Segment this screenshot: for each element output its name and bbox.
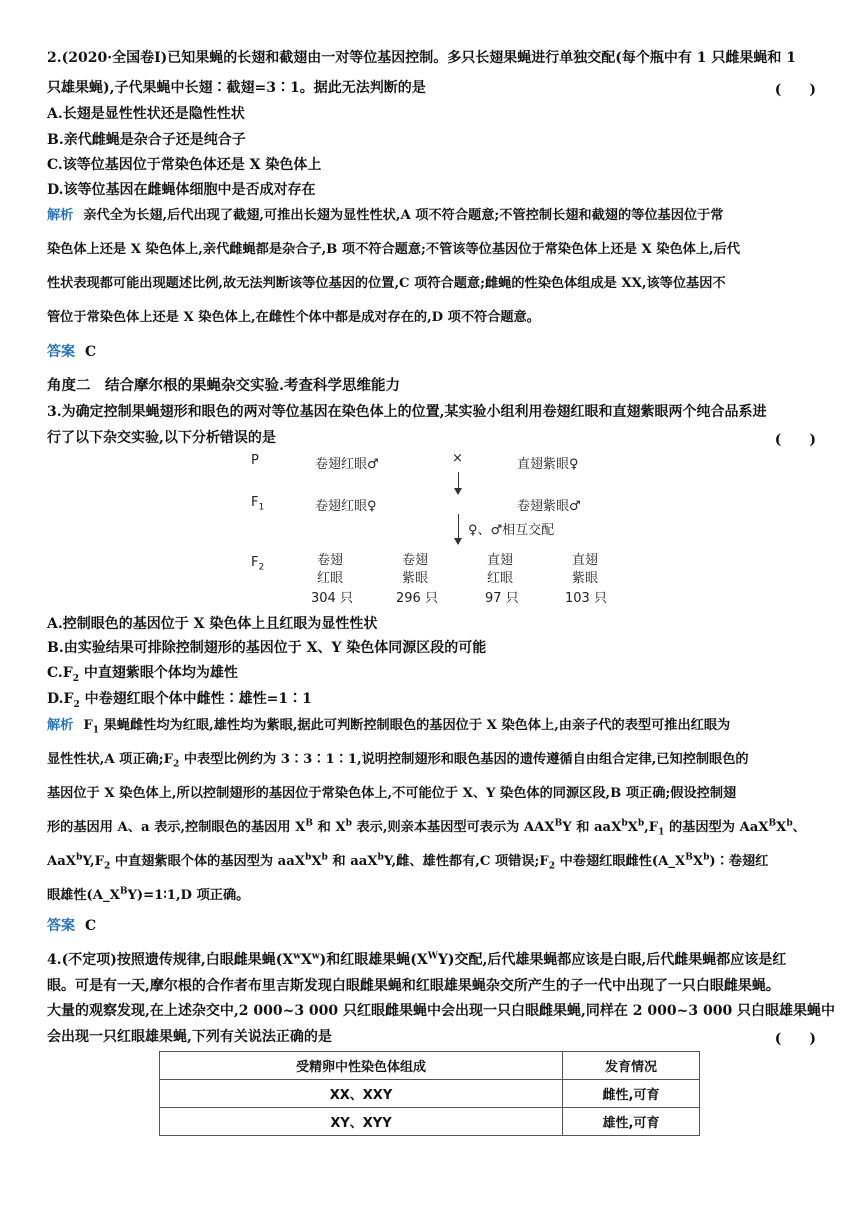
q2-stem-line-1: 2.(2020·全国卷Ⅰ)已知果蝇的长翅和截翅由一对等位基因控制。多只长翅果蝇进行单独交配(每个瓶中有 1 只雌果蝇和 1 (47, 50, 796, 66)
table-header-cell: 发育情况 (563, 1052, 700, 1080)
q3-analysis-line-3: 基因位于 X 染色体上,所以控制翅形的基因位于常染色体上,不可能位于 X、Y 染色体的同源区段,B 项正确;假设控制翅 (47, 786, 737, 801)
answer-tag: 答案 (47, 918, 75, 934)
q2-option-a: A.长翅是显性性状还是隐性性状 (47, 106, 245, 122)
q4-answer-paren: ( ) (774, 1031, 816, 1047)
cross-symbol: × (452, 451, 463, 466)
table-row (160, 1080, 700, 1108)
q2-answer (47, 342, 96, 362)
section-heading: 角度二 结合摩尔根的果蝇杂交实验.考查科学思维能力 (47, 377, 401, 394)
f1-label: $F_1$ (251, 495, 265, 513)
q3-option-c: $C.F_2$ 中直翅紫眼个体均为雄性 (47, 665, 238, 684)
q3-analysis-line-5: $AaX^bY,F_2$ 中直翅紫眼个体的基因型为 $aaX^bX^b$ 和 aaX$^b$Y,雌、雄性都有,C 项错误$;F_2$ 中卷翅红眼雌性$(A\_X^BX^b)∶$卷翅红 (47, 852, 769, 872)
q2-answer-value: C (85, 344, 97, 360)
q3-option-d: $D.F_2$ 中卷翅红眼个体中雌性∶雄性=1∶1 (47, 691, 312, 710)
table-cell: XY、XYY (160, 1108, 563, 1136)
table-header-cell: 受精卵中性染色体组成 (160, 1052, 563, 1080)
q2-analysis-line-4: 管位于常染色体上还是 X 染色体上,在雌性个体中都是成对存在的,D 项不符合题意。 (47, 310, 540, 325)
q3-analysis-line-6: 眼雄性$(A\_X^BY)=1∶1,D$ 项正确。 (47, 886, 250, 903)
table-cell: XX、XXY (160, 1080, 563, 1108)
f1-offspring-right: 卷翅紫眼♂ (517, 499, 581, 514)
f2-group-2-line-2: 紫眼 (402, 571, 429, 586)
q3-option-b: B.由实验结果可排除控制翅形的基因位于 X、Y 染色体同源区段的可能 (47, 640, 487, 656)
f2-group-4-line-2: 紫眼 (572, 571, 599, 586)
p-parent-left: 卷翅红眼♂ (315, 457, 379, 472)
arrow-down-icon (458, 514, 459, 544)
f1-offspring-left: 卷翅红眼♀ (315, 499, 377, 514)
f2-group-4-count: 103 只 (565, 591, 607, 606)
q2-option-d: D.该等位基因在雌蝇体细胞中是否成对存在 (47, 182, 316, 198)
q4-stem-line-2: 眼。可是有一天,摩尔根的合作者布里吉斯发现白眼雌果蝇和红眼雄果蝇杂交所产生的子一代中出现了一只白眼雌果蝇。 (47, 978, 780, 994)
f2-group-2-count: 296 只 (396, 591, 438, 606)
q3-answer (47, 916, 96, 936)
p-parent-right: 直翅紫眼♀ (517, 457, 579, 472)
table-cell: 雄性,可育 (563, 1108, 700, 1136)
f2-group-1-line-1: 卷翅 (317, 553, 344, 568)
p-label: P (251, 453, 259, 468)
f2-group-2-line-1: 卷翅 (402, 553, 429, 568)
q2-analysis-line-1: 解析 亲代全为长翅,后代出现了截翅,可推出长翅为显性性状,A 项不符合题意;不管控制长翅和截翅的等位基因位于常 (47, 208, 724, 223)
q4-stem-line-1: 4.(不定项)按照遗传规律,白眼雌果蝇$(X^wX^w)$和红眼雄果蝇$(X^WY)$交配,后代雄果蝇都应该是白眼,后代雌果蝇都应该是红 (47, 951, 787, 968)
q2-analysis-line-2: 染色体上还是 X 染色体上,亲代雌蝇都是杂合子,B 项不符合题意;不管该等位基因位于常染色体上还是 X 染色体上,后代 (47, 242, 741, 257)
q3-stem-line-2: 行了以下杂交实验,以下分析错误的是 (47, 430, 276, 446)
q3-stem-line-1: 3.为确定控制果蝇翅形和眼色的两对等位基因在染色体上的位置,某实验小组利用卷翅红眼和直翅紫眼两个纯合品系进 (47, 404, 767, 420)
table-cell: 雌性,可育 (563, 1080, 700, 1108)
q3-analysis-line-2: 显性性状,A 项正确$;F_2$ 中表型比例约为 3∶3∶1∶1,说明控制翅形和眼色基因的遗传遵循自由组合定律,已知控制眼色的 (47, 752, 749, 770)
cross-diagram (245, 445, 625, 610)
f2-group-3-count: 97 只 (485, 591, 519, 606)
table-row (160, 1108, 700, 1136)
q2-analysis-line-3: 性状表现都可能出现题述比例,故无法判断该等位基因的位置,C 项符合题意;雌蝇的性染色体组成是 XX,该等位基因不 (47, 276, 726, 291)
q3-option-a: A.控制眼色的基因位于 X 染色体上且红眼为显性性状 (47, 616, 378, 632)
f2-group-3-line-1: 直翅 (487, 553, 514, 568)
q2-option-b: B.亲代雌蝇是杂合子还是纯合子 (47, 132, 246, 148)
sex-chromosome-table (159, 1051, 700, 1136)
q4-stem-line-4: 会出现一只红眼雄果蝇,下列有关说法正确的是 (47, 1029, 332, 1045)
table-header-row (160, 1052, 700, 1080)
q2-stem-line-2: 只雄果蝇),子代果蝇中长翅∶截翅=3∶1。据此无法判断的是 (47, 80, 426, 96)
f2-group-1-line-2: 红眼 (317, 571, 344, 586)
q3-analysis-line-4: 形的基因用 A、a 表示,控制眼色的基因用 $X^B$ 和 $X^b$ 表示,则亲本基因型可表示为 $AAX^BY$ 和 $aaX^bX^b,F_1$ 的基因型为 $AaX^BX^b$、 (47, 818, 806, 838)
mating-note: ♀、♂相互交配 (468, 523, 555, 538)
q2-option-c: C.该等位基因位于常染色体还是 X 染色体上 (47, 157, 322, 173)
q3-answer-value: C (85, 918, 97, 934)
q3-analysis-line-1: 解析 $F_1$ 果蝇雌性均为红眼,雄性均为紫眼,据此可判断控制眼色的基因位于 X 染色体上,由亲子代的表型可推出红眼为 (47, 718, 731, 736)
q2-answer-paren: ( ) (774, 82, 816, 98)
analysis-tag: 解析 (47, 718, 74, 733)
answer-tag: 答案 (47, 344, 75, 360)
f2-group-4-line-1: 直翅 (572, 553, 599, 568)
arrow-down-icon (458, 472, 459, 494)
q3-answer-paren: ( ) (774, 432, 816, 448)
f2-group-3-line-2: 红眼 (487, 571, 514, 586)
q4-stem-line-3: 大量的观察发现,在上述杂交中,2 000~3 000 只红眼雌果蝇中会出现一只白眼雌果蝇,同样在 2 000~3 000 只白眼雄果蝇中 (47, 1003, 836, 1019)
analysis-tag: 解析 (47, 208, 74, 223)
f2-group-1-count: 304 只 (311, 591, 353, 606)
f2-label: $F_2$ (251, 555, 265, 573)
